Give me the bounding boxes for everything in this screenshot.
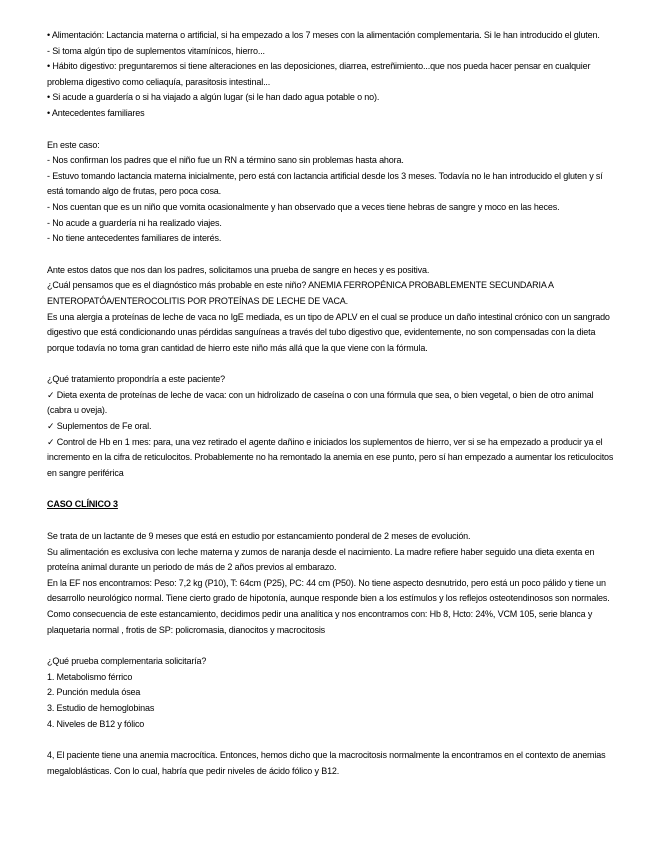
treatment-list [47,372,617,481]
text-line: - Nos confirman los padres que el niño fue un RN a término sano sin problemas hasta ahora. [47,155,404,166]
answer-paragraph [47,748,617,779]
text-line: 4, El paciente tiene una anemia macrocítica. Entonces, hemos dicho que la macrocitosis normalmente la encontramos en el contexto de anemias megaloblásticas. Con lo cual, habría que pedir niveles de ácido fólico y B12. [47,750,606,776]
case-3-heading: CASO CLÍNICO 3 [47,499,118,510]
text-line: Su alimentación es exclusiva con leche materna y zumos de naranja desde el nacimiento. La madre refiere haber seguido una dieta exenta en proteína animal durante un periodo de más de 2 años previos al embarazo. [47,546,595,573]
option-item: 4. Niveles de B12 y fólico [47,718,145,729]
text-line: • Hábito digestivo: preguntaremos si tiene alteraciones en las deposiciones, diarrea, estreñimiento...que nos pueda hacer pensar en cualquier problema digestivo como celiaquía, parasitosis intestinal... [47,61,591,87]
text-line: ✓ Control de Hb en 1 mes: para, una vez retirado el agente dañino e iniciados los suplementos de hierro, ver si se ha empezado a producir ya el incremento en la cifra de reticulocitos. Probablemente no ha remontado la anemia en ese punto, pero sí han empezado a aumentar los reticulocitos en sangre periférica [47,436,614,478]
text-line: - No acude a guardería ni ha realizado viajes. [47,217,222,228]
text-line: - Si toma algún tipo de suplementos vitamínicos, hierro... [47,45,265,56]
text-line: • Antecedentes familiares [47,107,145,118]
text-line: ¿Qué prueba complementaria solicitaría? [47,656,207,667]
text-line: - Estuvo tomando lactancia materna inicialmente, pero está con lactancia artificial desde los 3 meses. Todavía no le han introducido el gluten y sí está tomando algo de frutas, pero poca cosa. [47,170,603,197]
option-item: 2. Punción medula ósea [47,687,141,698]
text-line: Se trata de un lactante de 9 meses que está en estudio por estancamiento ponderal de 2 meses de evolución. [47,531,471,542]
text-line: ✓ Dieta exenta de proteínas de leche de vaca: con un hidrolizado de caseína o con una fórmula que sea, o bien vegetal, o bien de otro animal (cabra u oveja). [47,389,594,416]
text-line: En este caso: [47,139,100,150]
text-line: - Nos cuentan que es un niño que vomita ocasionalmente y han observado que a veces tiene hebras de sangre y moco en las heces. [47,201,560,212]
text-line: ✓ Suplementos de Fe oral. [47,421,152,432]
text-line: Es una alergia a proteínas de leche de vaca no IgE mediada, es un tipo de APLV en el cual se produce un daño intestinal crónico con un sangrado digestivo que está condicionando unas pérdidas sanguíneas a través del tubo digestivo que, evidentemente, no son compensadas con la dieta porque todavía no toma gran cantidad de hierro este niño más allá que la que viene con la fórmula. [47,311,610,353]
case-3-description [47,529,617,638]
text-line: Ante estos datos que nos dan los padres, solicitamos una prueba de sangre en heces y es positiva. [47,264,430,275]
diagnosis-paragraph [47,263,617,357]
option-item: 1. Metabolismo férrico [47,671,133,682]
text-line: • Alimentación: Lactancia materna o artificial, si ha empezado a los 7 meses con la alimentación complementaria. Si le han introducido el gluten. [47,30,600,40]
text-line: ¿Qué tratamiento propondría a este paciente? [47,374,226,385]
test-question [47,654,617,732]
case-findings [47,138,617,247]
text-line: • Si acude a guardería o si ha viajado a algún lugar (si le han dado agua potable o no). [47,92,380,103]
option-item: 3. Estudio de hemoglobinas [47,702,155,713]
text-line: Como consecuencia de este estancamiento, decidimos pedir una analítica y nos encontramos con: Hb 8, Hcto: 24%, VCM 105, serie blanca y plaquetaria normal , frotis de SP: policromasia, dianocitos y macrocitosis [47,609,593,635]
document-page [47,28,617,779]
text-line: En la EF nos encontramos: Peso: 7,2 kg (P10), T: 64cm (P25), PC: 44 cm (P50). No tiene aspecto desnutrido, pero está un poco pálido y tiene un desarrollo neurológico normal. Tiene cierto grado de hipotonía, aunque responde bien a los estímulos y los reflejos osteotendinosos son normales. [47,577,610,604]
text-line: - No tiene antecedentes familiares de interés. [47,233,222,244]
text-line: ¿Cuál pensamos que es el diagnóstico más probable en este niño? ANEMIA FERROPÉNICA PROBABLEMENTE SECUNDARIA A ENTEROPATÓA/ENTEROCOLITIS POR PROTEÍNAS DE LECHE DE VACA. [47,280,554,306]
history-checklist [47,28,617,122]
